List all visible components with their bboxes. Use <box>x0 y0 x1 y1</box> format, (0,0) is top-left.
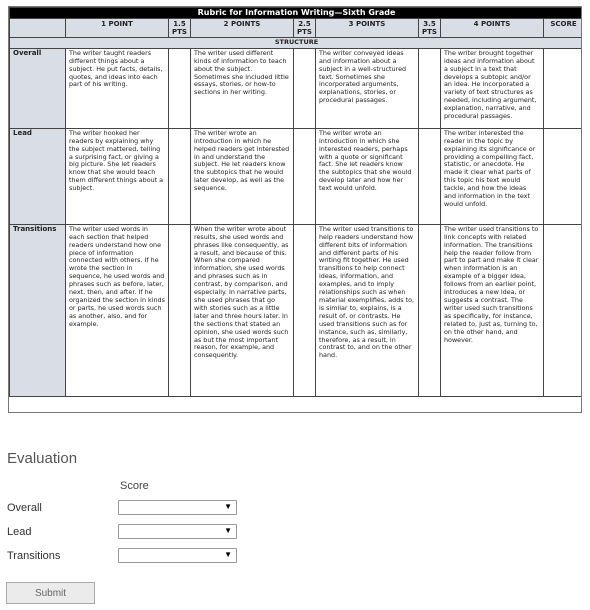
lead-label: Lead <box>7 526 32 538</box>
lead-4-points: The writer interested the reader in the topic by explaining its significance or providing a compelling fact, statistic, or anecdote. He made it clear what parts of this topic his text would tackle, and how the ideas and information in the text would unfold. <box>441 128 544 224</box>
header-score: SCORE <box>544 18 583 37</box>
header-3-5-pts: 3.5 PTS <box>419 18 441 37</box>
overall-4-points: The writer brought together ideas and information about a subject in a text that develops a subtopic and/or an idea. He incorporated a variety of text structures as needed, including argument, explanation, narrative, and procedural passages. <box>441 48 544 128</box>
chevron-down-icon: ▼ <box>224 526 232 535</box>
header-1-5-pts: 1.5 PTS <box>169 18 191 37</box>
transitions-1-point: The writer used words in each section that helped readers understand how one piece of information connected with others. If he wrote the section in sequence, he used words and phrases such as before, later, next, then, and after. If he organized the section in kinds or parts, he used words such as another, also, and for example. <box>66 224 169 396</box>
transitions-1-5-cell <box>169 224 191 396</box>
overall-2-points: The writer used different kinds of information to teach about the subject. Sometimes she included little essays, stories, or how-to sections in her writing. <box>191 48 294 128</box>
lead-3-points: The writer wrote an introduction in which she interested readers, perhaps with a quote or significant fact. She let readers know the subtopics that she would develop later and how her text would unfold. <box>316 128 419 224</box>
rubric-row-transitions <box>10 224 583 396</box>
transitions-score-cell <box>544 224 583 396</box>
lead-score-select[interactable] <box>118 524 237 539</box>
lead-2-points: The writer wrote an introduction in which he helped readers get interested in and understand the subject. He let readers know the subtopics that he would later develop, as well as the sequence. <box>191 128 294 224</box>
lead-1-point: The writer hooked her readers by explaining why the subject mattered, telling a surprising fact, or giving a big picture. She let readers know that she would teach them different things about a subject. <box>66 128 169 224</box>
chevron-down-icon: ▼ <box>224 550 232 559</box>
row-label-lead: Lead <box>10 128 66 224</box>
lead-1-5-cell <box>169 128 191 224</box>
transitions-label: Transitions <box>7 550 61 562</box>
overall-3-points: The writer conveyed ideas and information about a subject in a well-structured text. Sometimes she incorporated arguments, explanations, stories, or procedural passages. <box>316 48 419 128</box>
overall-1-5-cell <box>169 48 191 128</box>
overall-2-5-cell <box>294 48 316 128</box>
submit-button[interactable]: Submit <box>6 582 95 604</box>
header-4-points: 4 POINTS <box>441 18 544 37</box>
rubric-row-overall <box>10 48 583 128</box>
header-2-5-pts: 2.5 PTS <box>294 18 316 37</box>
section-structure: STRUCTURE <box>10 37 583 48</box>
row-label-overall: Overall <box>10 48 66 128</box>
lead-score-cell <box>544 128 583 224</box>
header-2-points: 2 POINTS <box>191 18 294 37</box>
chevron-down-icon: ▼ <box>224 502 232 511</box>
rubric-title: Rubric for Information Writing—Sixth Grade <box>10 8 583 19</box>
transitions-4-points: The writer used transitions to link concepts with related information. The transitions help the reader follow from part to part and make it clear when information is an example of a bigger idea, follows from an earlier point, introduces a new idea, or suggests a contrast. The writer used such transitions as specifically, for instance, related to, just as, turning to, on the other hand, and however. <box>441 224 544 396</box>
rubric-image <box>8 6 582 413</box>
rubric-table <box>9 7 582 397</box>
header-3-points: 3 POINTS <box>316 18 419 37</box>
transitions-3-5-cell <box>419 224 441 396</box>
rubric-row-lead <box>10 128 583 224</box>
header-1-point: 1 POINT <box>66 18 169 37</box>
overall-1-point: The writer taught readers different things about a subject. He put facts, details, quotes, and ideas into each part of his writing. <box>66 48 169 128</box>
row-label-transitions: Transitions <box>10 224 66 396</box>
header-empty <box>10 18 66 37</box>
overall-label: Overall <box>7 502 42 514</box>
overall-score-cell <box>544 48 583 128</box>
transitions-score-select[interactable] <box>118 548 237 563</box>
lead-3-5-cell <box>419 128 441 224</box>
transitions-3-points: The writer used transitions to help readers understand how different bits of information and different parts of his writing fit together. He used transitions to help connect ideas, information, and examples, and to imply relationships such as when material exemplifies, adds to, is similar to, explains, is a result of, or contrasts. He used transitions such as for instance, such as, similarly, therefore, as a result, in contrast to, and on the other hand. <box>316 224 419 396</box>
overall-score-select[interactable] <box>118 500 237 515</box>
evaluation-title: Evaluation <box>7 450 78 467</box>
lead-2-5-cell <box>294 128 316 224</box>
transitions-2-5-cell <box>294 224 316 396</box>
transitions-2-points: When the writer wrote about results, she used words and phrases like consequently, as a result, and because of this. When she compared information, she used words and phrases such as in contrast, by comparison, and especially. In narrative parts, she used phrases that go with stories such as a little later and three hours later. In the sections that stated an opinion, she used words such as but the most important reason, for example, and consequently. <box>191 224 294 396</box>
overall-3-5-cell <box>419 48 441 128</box>
score-column-header: Score <box>120 480 149 492</box>
